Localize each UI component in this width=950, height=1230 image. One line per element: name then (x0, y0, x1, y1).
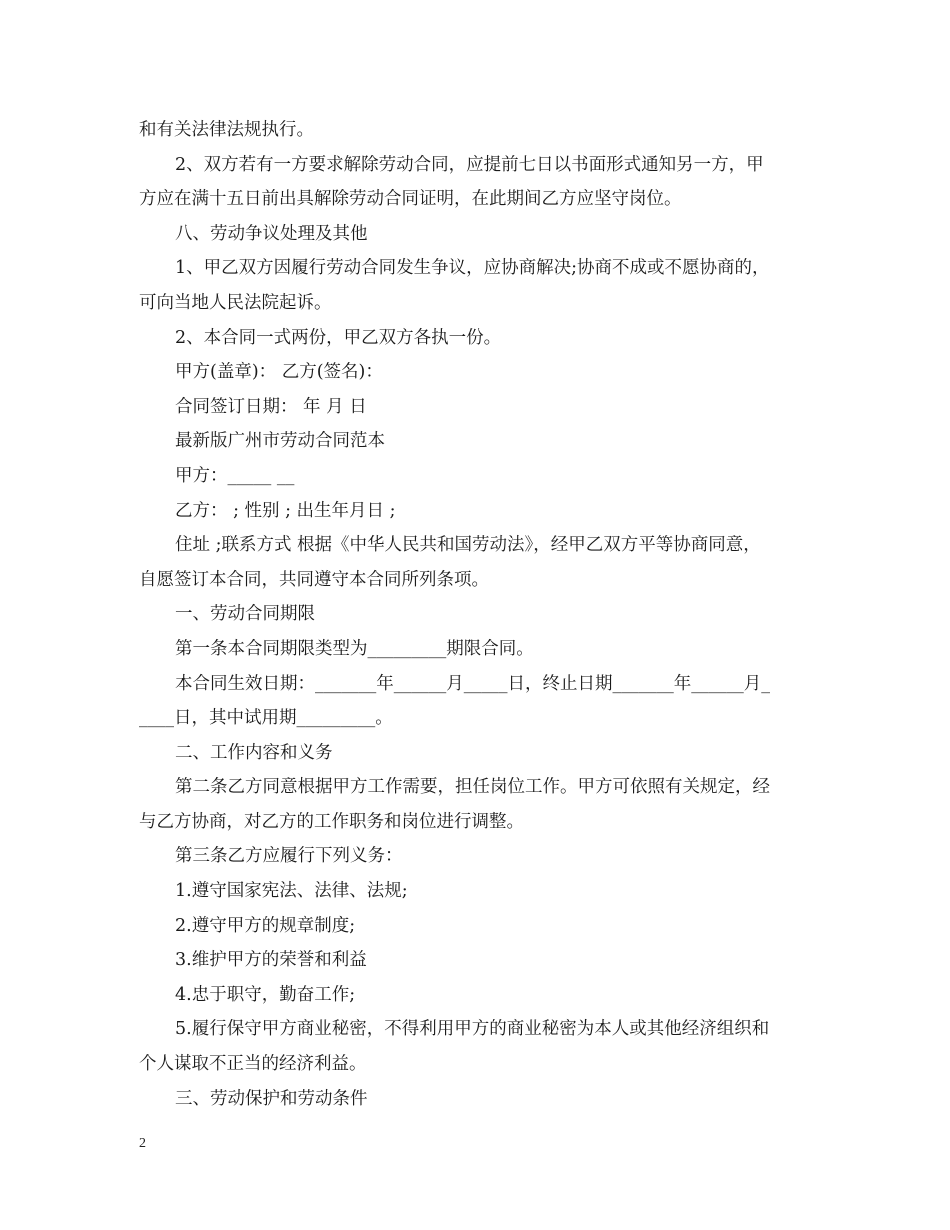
section-heading: 二、工作内容和义务 (175, 742, 333, 763)
paragraph-line: 第一条本合同期限类型为_________期限合同。 (175, 638, 534, 659)
paragraph-line: 和有关法律法规执行。 (139, 120, 314, 140)
paragraph-line: 个人谋取不正当的经济利益。 (139, 1054, 367, 1075)
page-number: 2 (139, 1136, 146, 1151)
paragraph-line: 住址 ;联系方式 根据《中华人民共和国劳动法》，经甲乙双方平等协商同意， (175, 535, 761, 556)
paragraph-line: 第三条乙方应履行下列义务： (175, 846, 403, 867)
paragraph-line: 与乙方协商，对乙方的工作职务和岗位进行调整。 (139, 811, 524, 832)
document-title: 最新版广州市劳动合同范本 (175, 431, 385, 452)
party-b-line: 乙方： ; 性别 ; 出生年月日 ; (175, 500, 396, 521)
paragraph-line: 方应在满十五日前出具解除劳动合同证明，在此期间乙方应坚守岗位。 (139, 189, 682, 210)
paragraph-line: 1、甲乙双方因履行劳动合同发生争议，应协商解决;协商不成或不愿协商的， (175, 258, 770, 279)
paragraph-line: 本合同生效日期：_______年______月_____日，终止日期_______年______月_ (175, 673, 770, 694)
list-item: 4.忠于职守，勤奋工作; (175, 984, 356, 1005)
paragraph-line: ____日，其中试用期_________。 (139, 708, 393, 729)
paragraph-line: 2、本合同一式两份，甲乙双方各执一份。 (175, 327, 502, 348)
section-heading: 一、劳动合同期限 (175, 604, 315, 625)
list-item: 5.履行保守甲方商业秘密，不得利用甲方的商业秘密为本人或其他经济组织和 (175, 1019, 770, 1040)
paragraph-line: 2、双方若有一方要求解除劳动合同，应提前七日以书面形式通知另一方，甲 (175, 154, 764, 175)
list-item: 2.遵守甲方的规章制度; (175, 915, 356, 936)
signature-line: 甲方(盖章)： 乙方(签名)： (175, 362, 383, 383)
section-heading: 八、劳动争议处理及其他 (175, 223, 368, 244)
document-body (139, 113, 811, 1116)
section-heading: 三、劳动保护和劳动条件 (175, 1088, 368, 1109)
paragraph-line: 自愿签订本合同，共同遵守本合同所列条项。 (139, 569, 489, 590)
paragraph-line: 第二条乙方同意根据甲方工作需要，担任岗位工作。甲方可依照有关规定，经 (175, 777, 770, 798)
list-item: 1.遵守国家宪法、法律、法规; (175, 881, 408, 902)
list-item: 3.维护甲方的荣誉和利益 (175, 950, 367, 971)
paragraph-line: 可向当地人民法院起诉。 (139, 292, 332, 313)
party-a-line: 甲方：_____ __ (175, 465, 295, 486)
signing-date-line: 合同签订日期： 年 月 日 (175, 396, 367, 417)
